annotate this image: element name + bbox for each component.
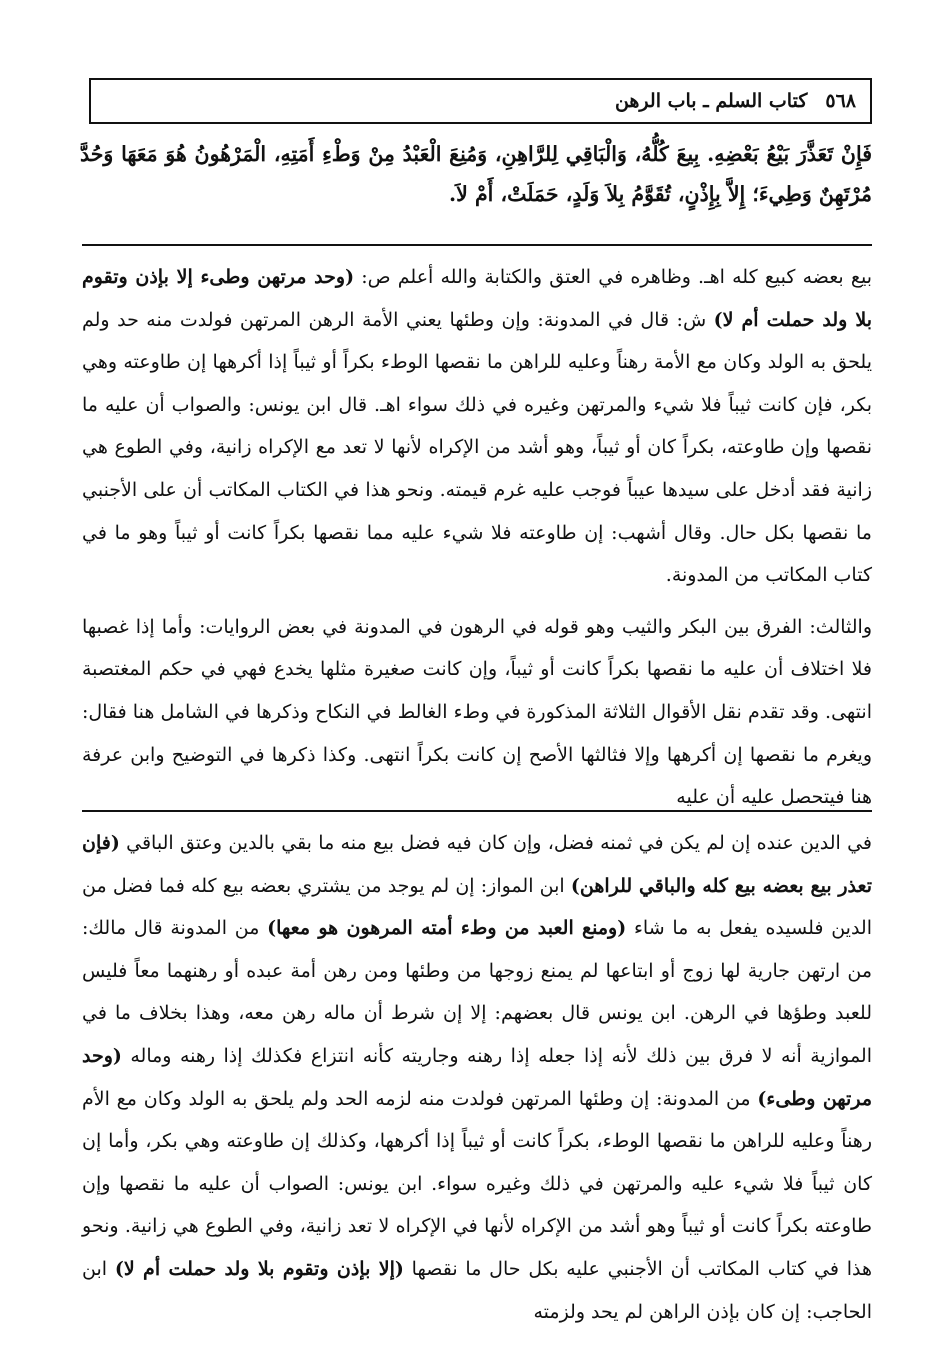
commentary-text: في الدين عنده إن لم يكن في ثمنه فضل، وإن كان فيه فضل بيع منه ما بقي بالدين وعتق الباقي (119, 832, 872, 854)
quoted-matn: (إلا بإذن وتقوم بلا ولد حملت أم لا) (114, 1257, 404, 1280)
commentary-text: من المدونة: إن وطئها المرتهن فولدت منه لزمه الحد ولم يلحق به الولد وكان مع الأم رهناً وعليه للراهن ما نقصها الوطء، بكراً كانت أو ثيباً إذا أكرهها، وكذلك إن طاوعته وهي بكر، وأما إن كان ثيباً فلا شيء عليه والمرتهن في ذلك وغيره سواء. ابن يونس: الصواب أن عليه ما نقصها وإن طاوعته بكراً كانت أو ثيباً وهو أشد من الإكراه لأنها في الإكراه لا تعد زانية، وفي الطوع هي زانية. ونحو هذا في كتاب المكاتب أن الأجنبي عليه بكل حال ما نقصها (82, 1087, 872, 1280)
commentary-lower (82, 822, 872, 1333)
page-number: ٥٦٨ (825, 90, 856, 112)
separator-line (82, 244, 872, 246)
quoted-matn: (ومنع العبد من وطء أمته المرهون هو معها) (267, 917, 627, 940)
commentary-text: ش: قال في المدونة: وإن وطئها يعني الأمة الرهن المرتهن فولدت منه حد ولم يلحق به الولد وكان مع الأمة رهناً وعليه للراهن ما نقصها الوطء بكراً أو ثيباً إذا أكرهها إن طاوعته وهي بكر، فإن كانت ثيباً فلا شيء والمرتهن وغيره في ذلك سواء اهـ. قال ابن يونس: والصواب أن عليه ما نقصها وإن طاوعته، بكراً كان أو ثيباً، وهو أشد من الإكراه لأنها لا تعد مع الإكراه زانية، وفي الطوع هي زانية فقد أدخل على سيدها عيباً فوجب عليه غرم قيمته. ونحو هذا في الكتاب المكاتب أن على الأجنبي ما نقصها بكل حال. وقال أشهب: إن طاوعته فلا شيء عليه مما نقصها بكراً كانت أو ثيباً وهو ما في كتاب المكاتب من المدونة. (82, 308, 872, 587)
commentary-upper (82, 256, 872, 819)
quoted-matn: (وحد مرتهن وطىء إلا بإذن وتقوم بلا ولد حملت أم لا) (82, 266, 872, 331)
commentary-text: بيع بعضه كبيع كله اهـ. وظاهره في العتق والكتابة والله أعلم ص: (354, 266, 872, 288)
separator-line (82, 810, 872, 812)
commentary-paragraph (82, 256, 872, 597)
commentary-text: من المدونة قال مالك: من ارتهن جارية لها زوج أو ابتاعها لم يمنع زوجها من وطئها ومن رهن أمة عبده أو رهنهما معاً فليس للعبد وطؤها في الرهن. ابن يونس قال بعضهم: إلا إن شرط أن ماله رهن معه، وهذا بخلاف ما في الموازية أنه لا فرق بين ذلك لأنه إذا جعله إذا رهنه وجاريته كأنه انتزاع فكذلك إذا رهنه وماله (82, 917, 872, 1067)
commentary-paragraph (82, 822, 872, 1333)
chapter-title: كتاب السلم ـ باب الرهن (614, 90, 808, 112)
page-header (89, 78, 872, 124)
quoted-matn: (فإن تعذر بيع بعضه بيع كله والباقي للراهن) (82, 832, 872, 897)
matn-text: فَإِنْ تَعَذَّرَ بَيْعُ بَعْضِهِ. بِيعَ كُلُّهُ، وَالْبَاقِي لِلرَّاهِنِ، وَمُنِعَ الْعَبْدُ مِنْ وَطْءِ أَمَتِهِ، الْمَرْهُونُ هُوَ مَعَهَا وَحُدَّ مُرْتَهِنٌ وَطِيءَ؛ إِلاَّ بِإِذْنٍ، تُقَوَّمُ بِلاَ وَلَدٍ، حَمَلَتْ، أَمْ لاَ. (80, 142, 872, 206)
commentary-paragraph: والثالث: الفرق بين البكر والثيب وهو قوله في الرهون في المدونة في بعض الروايات: وأما إذا غصبها فلا اختلاف أن عليه ما نقصها بكراً كانت أو ثيباً، وإن كانت صغيرة مثلها يخدع فهي في حكم المغتصبة انتهى. وقد تقدم نقل الأقوال الثلاثة المذكورة في وطء الغالط في النكاح وذكرها في الشامل هنا فقال: ويغرم ما نقصها إن أكرهها وإلا فثالثها الأصح إن كانت بكراً انتهى. وكذا ذكرها في التوضيح وابن عرفة هنا فيتحصل عليه أن عليه (82, 615, 872, 809)
commentary-text: ابن الحاجب: إن كان بإذن الراهن لم يحد ولزمته (82, 1257, 872, 1323)
quoted-matn: (وحد مرتهن وطىء) (82, 1044, 873, 1110)
commentary-text: ابن المواز: إن لم يوجد من يشتري بعضه بيع كله فما فضل من الدين فلسيده يفعل به ما شاء (82, 874, 872, 940)
